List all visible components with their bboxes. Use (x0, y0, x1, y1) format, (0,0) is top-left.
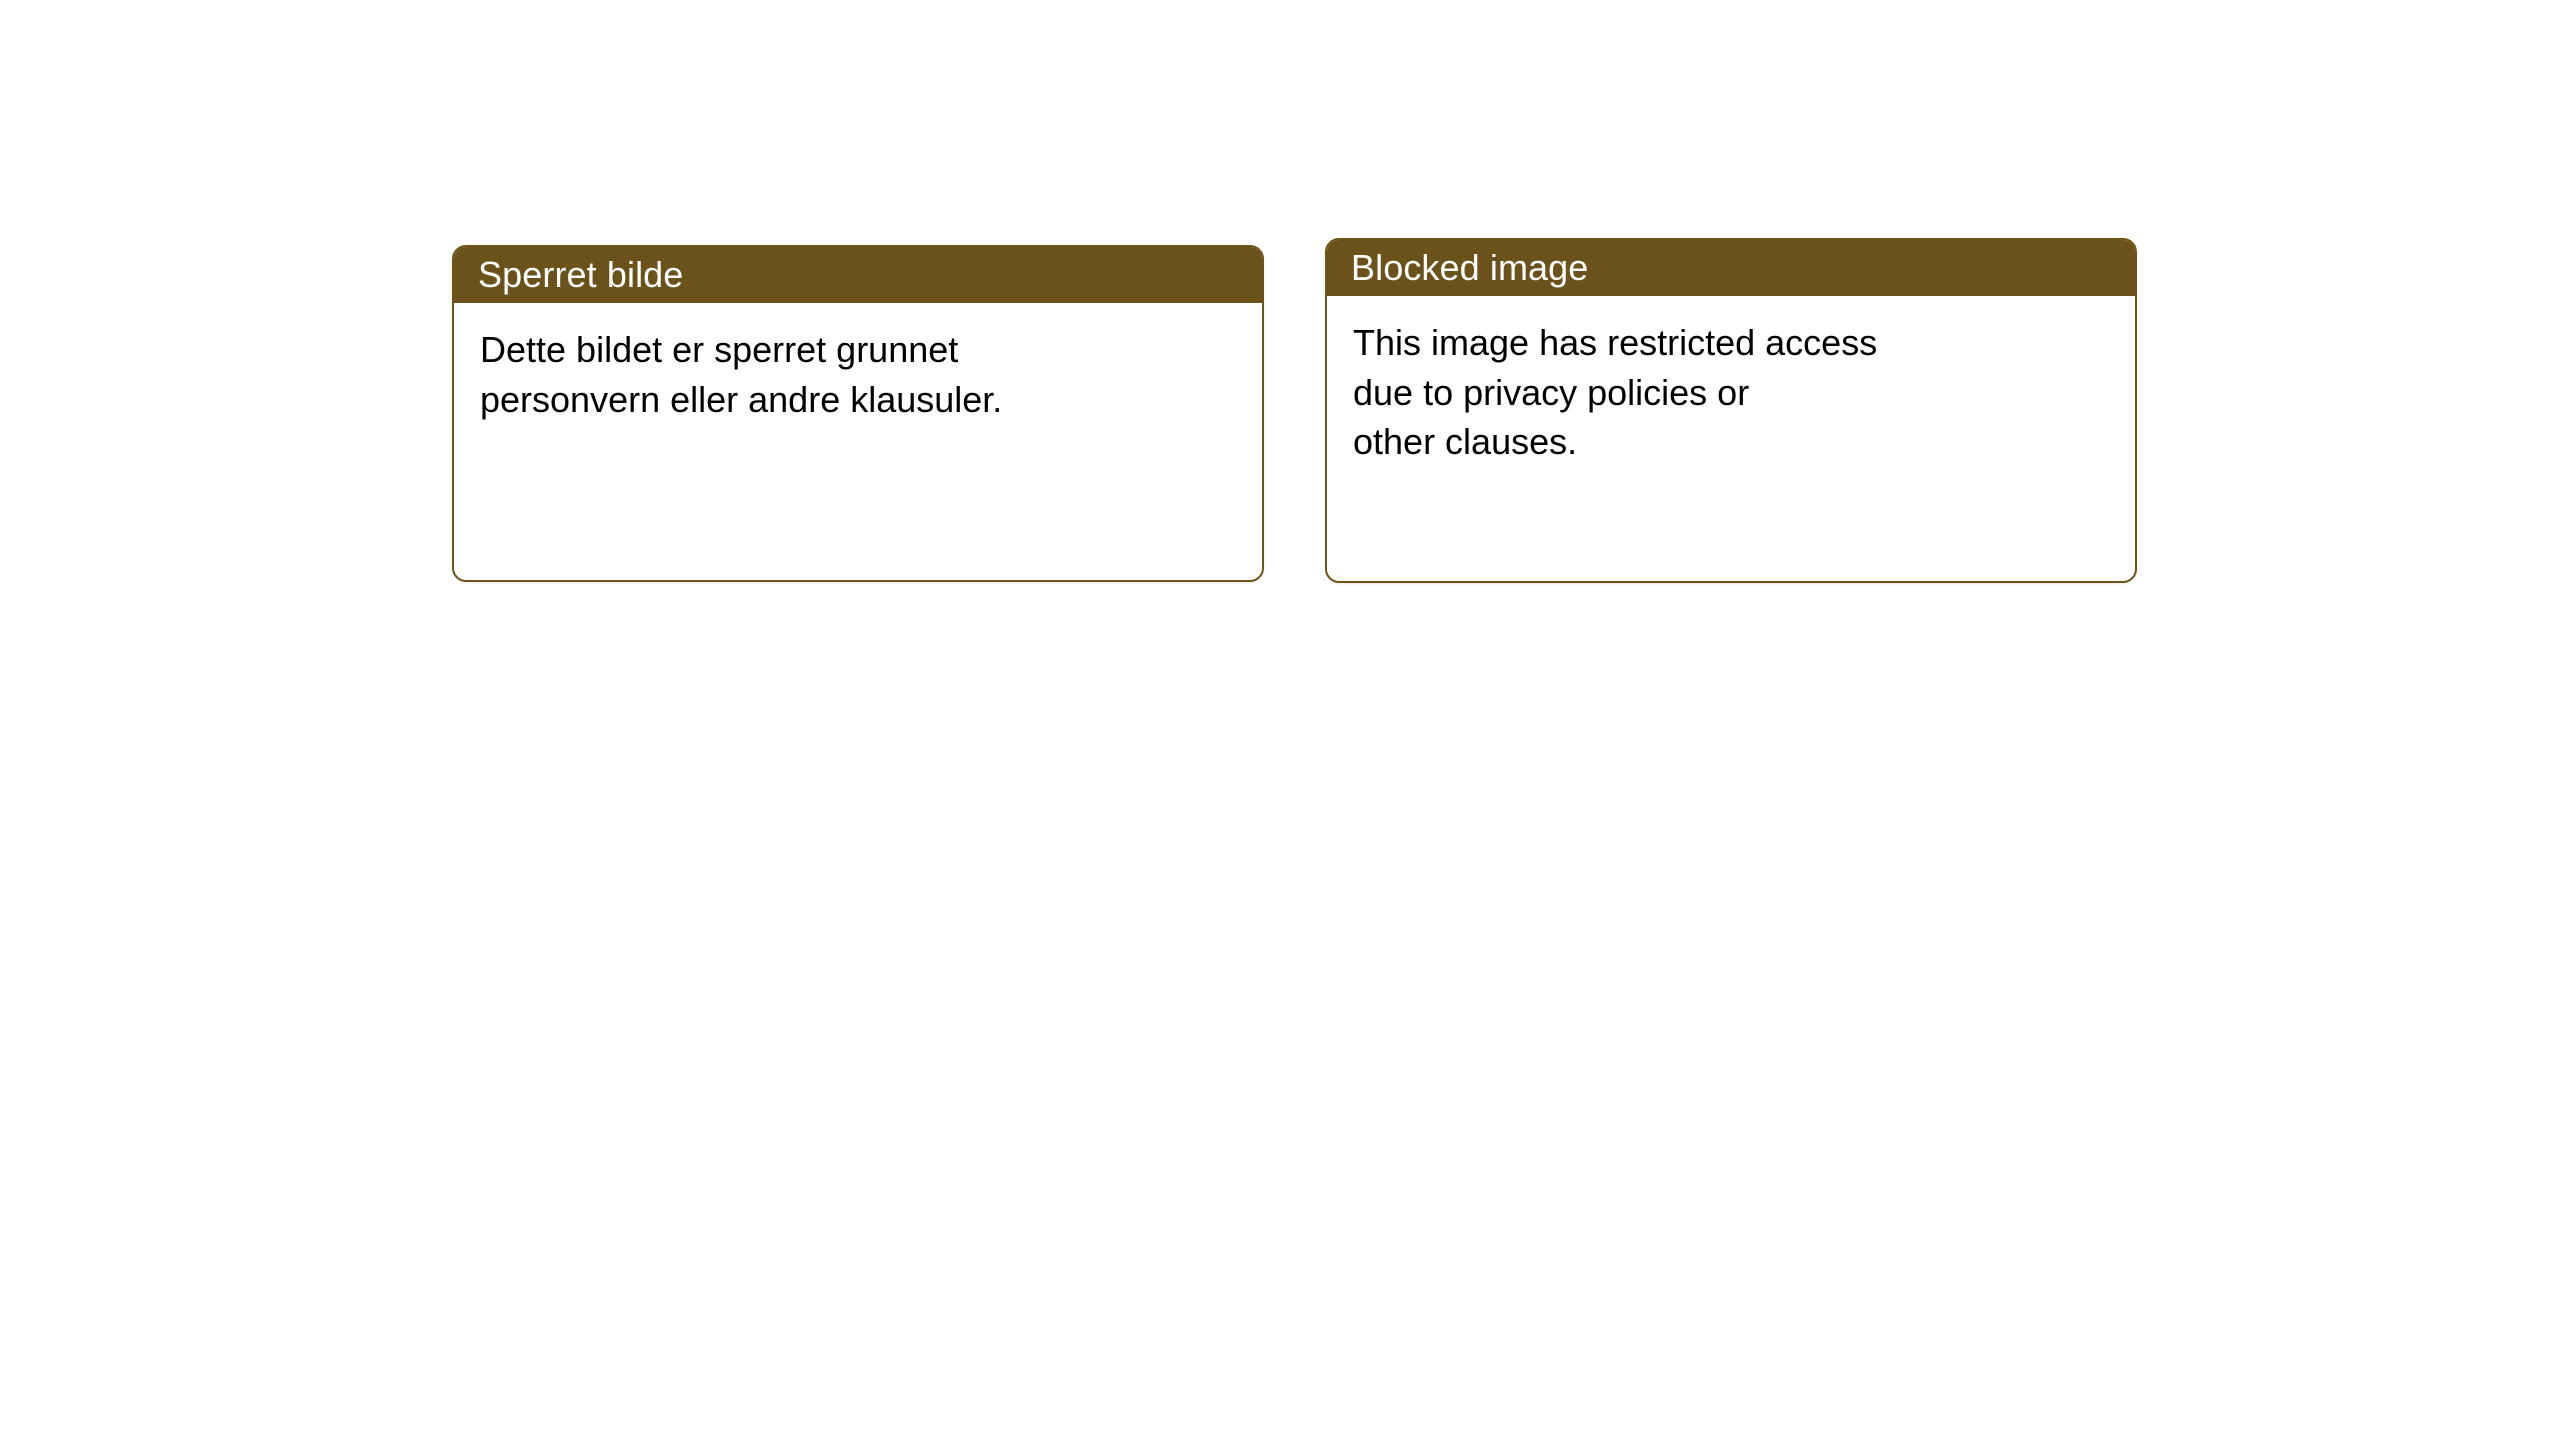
card-message-norwegian: Dette bildet er sperret grunnet personvern eller andre klausuler. (480, 329, 1003, 420)
card-header-norwegian (454, 247, 1262, 303)
blocked-image-notice-card-norwegian (452, 245, 1264, 582)
card-title-norwegian: Sperret bilde (478, 254, 684, 295)
card-body-english (1327, 296, 2135, 467)
card-message-english: This image has restricted access due to privacy policies or other clauses. (1353, 322, 1878, 463)
card-body-norwegian (454, 303, 1262, 424)
card-header-english (1327, 240, 2135, 296)
card-title-english: Blocked image (1351, 247, 1589, 288)
blocked-image-notice-card-english (1325, 238, 2137, 583)
